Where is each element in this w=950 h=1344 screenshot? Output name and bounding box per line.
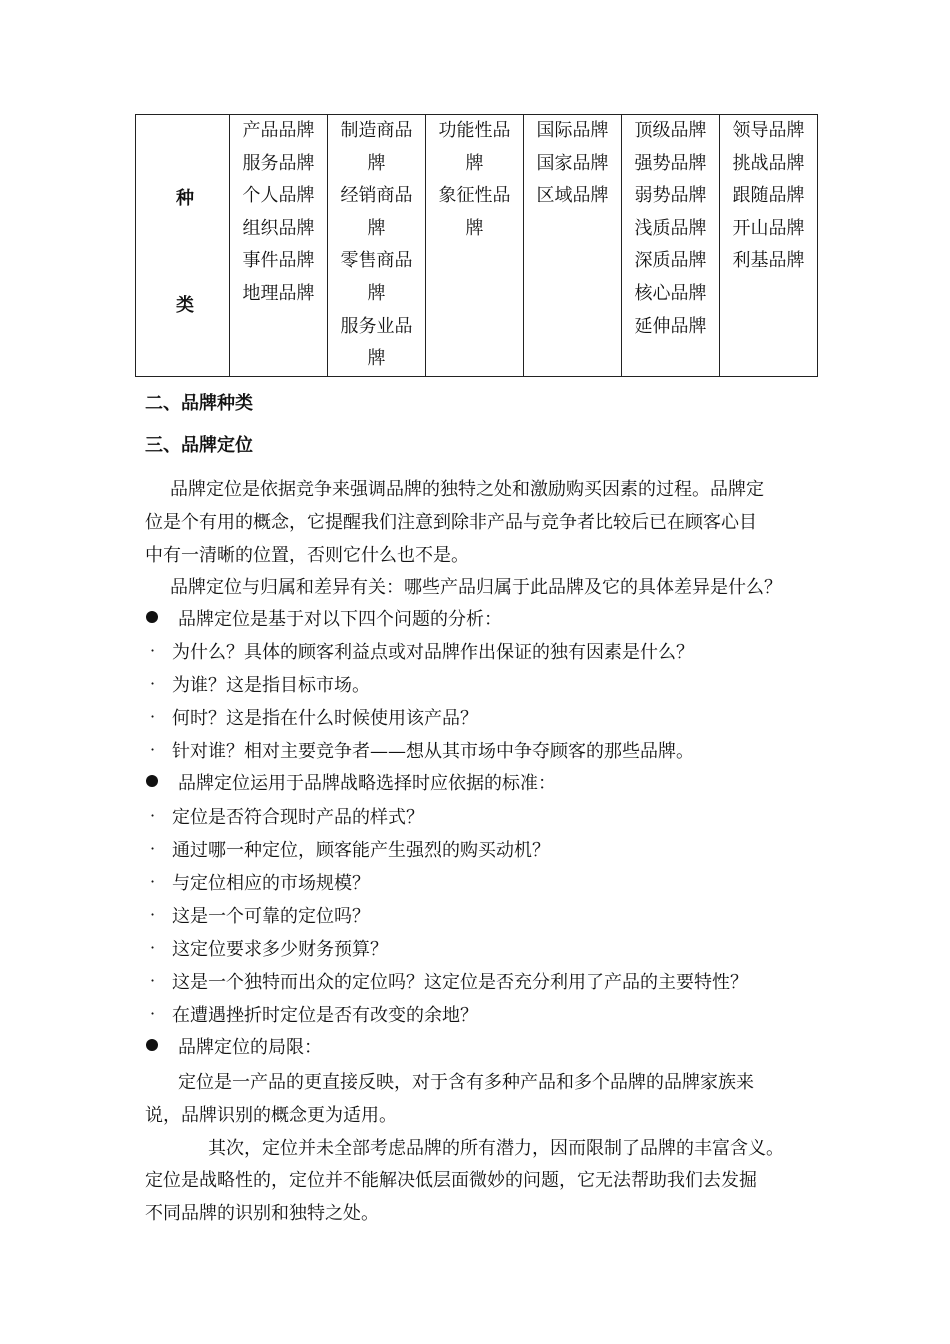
table-cell-text: 国家品牌 [536,152,609,174]
bullet-dot [146,611,158,623]
table-cell-text: 强势品牌 [634,152,707,174]
list-item: 这是一个独特而出众的定位吗？这定位是否充分利用了产品的主要特性？ [172,972,748,993]
table-cell-text: 顶级品牌 [634,120,707,141]
bullet-mark: · [150,905,156,924]
table-cell [720,115,818,377]
list-item: 通过哪一种定位，顾客能产生强烈的购买动机？ [172,840,550,861]
bullet-mark: · [150,674,156,693]
table-cell-text: 牌 [367,282,386,304]
category-label-cell [136,115,230,377]
bullet-mark: · [150,641,156,660]
table-cell [230,115,328,377]
bullet-mark: · [150,971,156,990]
paragraph-line: 说，品牌识别的概念更为适用。 [145,1105,397,1126]
table-cell-text: 牌 [367,348,386,370]
paragraph-line: 位是个有用的概念，它提醒我们注意到除非产品与竞争者比较后已在顾客心目 [145,512,757,533]
table-cell-text: 服务品牌 [242,152,315,174]
table-cell-text: 开山品牌 [732,217,805,239]
brand-types-table [135,114,818,377]
bullet-heading: 品牌定位的局限： [178,1037,322,1058]
table-cell-text: 象征性品 [438,185,511,207]
table-cell [622,115,720,377]
list-item: 在遭遇挫折时定位是否有改变的余地？ [172,1005,478,1026]
table-cell-text: 牌 [465,217,484,239]
table-row [136,115,818,377]
list-item: 为谁？这是指目标市场。 [172,675,370,696]
bullet-mark: · [150,1004,156,1023]
table-cell-text: 零售商品 [340,250,413,272]
table-cell-text: 组织品牌 [242,217,315,239]
table-cell-text: 浅质品牌 [634,217,707,239]
table-cell-text: 事件品牌 [242,250,315,272]
table-cell-text: 制造商品 [340,120,413,141]
table-cell-text: 核心品牌 [634,282,707,304]
table-cell-text: 牌 [367,217,386,239]
paragraph-line: 中有一清晰的位置，否则它什么也不是。 [145,545,469,566]
paragraph-line: 其次，定位并未全部考虑品牌的所有潜力，因而限制了品牌的丰富含义。 [208,1138,784,1159]
list-item: 这是一个可靠的定位吗？ [172,906,370,927]
bullet-mark: · [150,872,156,891]
table-cell-text: 弱势品牌 [634,185,707,207]
table-cell [328,115,426,377]
table-cell [524,115,622,377]
bullet-heading: 品牌定位运用于品牌战略选择时应依据的标准： [178,773,556,794]
bullet-mark: · [150,938,156,957]
table-cell-text: 产品品牌 [242,120,315,141]
table-cell-text: 利基品牌 [732,250,805,272]
table-cell-text: 个人品牌 [242,185,315,207]
table-cell [426,115,524,377]
table-cell-text: 挑战品牌 [732,152,805,174]
paragraph-line: 不同品牌的识别和独特之处。 [145,1203,379,1224]
table-cell-text: 国际品牌 [536,120,609,141]
list-item: 这定位要求多少财务预算？ [172,939,388,960]
paragraph-line: 定位是战略性的，定位并不能解决低层面微妙的问题，它无法帮助我们去发掘 [145,1170,757,1191]
category-label-top: 种 [176,188,194,209]
list-item: 为什么？具体的顾客利益点或对品牌作出保证的独有因素是什么？ [172,642,694,663]
list-item: 何时？这是指在什么时候使用该产品？ [172,708,478,729]
table-cell-text: 服务业品 [340,315,413,337]
bullet-mark: · [150,707,156,726]
table-cell-text: 牌 [367,152,386,174]
bullet-dot [146,775,158,787]
bullet-mark: · [150,839,156,858]
category-label-bottom: 类 [176,295,194,316]
section-heading: 三、品牌定位 [145,435,253,456]
bullet-mark: · [150,806,156,825]
paragraph-line: 品牌定位与归属和差异有关：哪些产品归属于此品牌及它的具体差异是什么？ [170,577,782,598]
table-cell-text: 领导品牌 [732,120,805,141]
table-cell-text: 地理品牌 [242,282,315,304]
list-item: 与定位相应的市场规模？ [172,873,370,894]
bullet-heading: 品牌定位是基于对以下四个问题的分析： [178,609,502,630]
bullet-mark: · [150,740,156,759]
table-cell-text: 功能性品 [438,120,511,141]
section-heading: 二、品牌种类 [145,393,253,414]
table-cell-text: 区域品牌 [536,185,609,207]
table-cell-text: 经销商品 [340,185,413,207]
table-cell-text: 深质品牌 [634,250,707,272]
paragraph-line: 定位是一产品的更直接反映，对于含有多种产品和多个品牌的品牌家族来 [178,1072,754,1093]
paragraph-line: 品牌定位是依据竞争来强调品牌的独特之处和激励购买因素的过程。品牌定 [170,479,764,500]
bullet-dot [146,1039,158,1051]
table-cell-text: 延伸品牌 [634,315,707,337]
list-item: 针对谁？相对主要竞争者——想从其市场中争夺顾客的那些品牌。 [172,741,694,762]
table-cell-text: 跟随品牌 [732,185,805,207]
table-cell-text: 牌 [465,152,484,174]
list-item: 定位是否符合现时产品的样式？ [172,807,424,828]
